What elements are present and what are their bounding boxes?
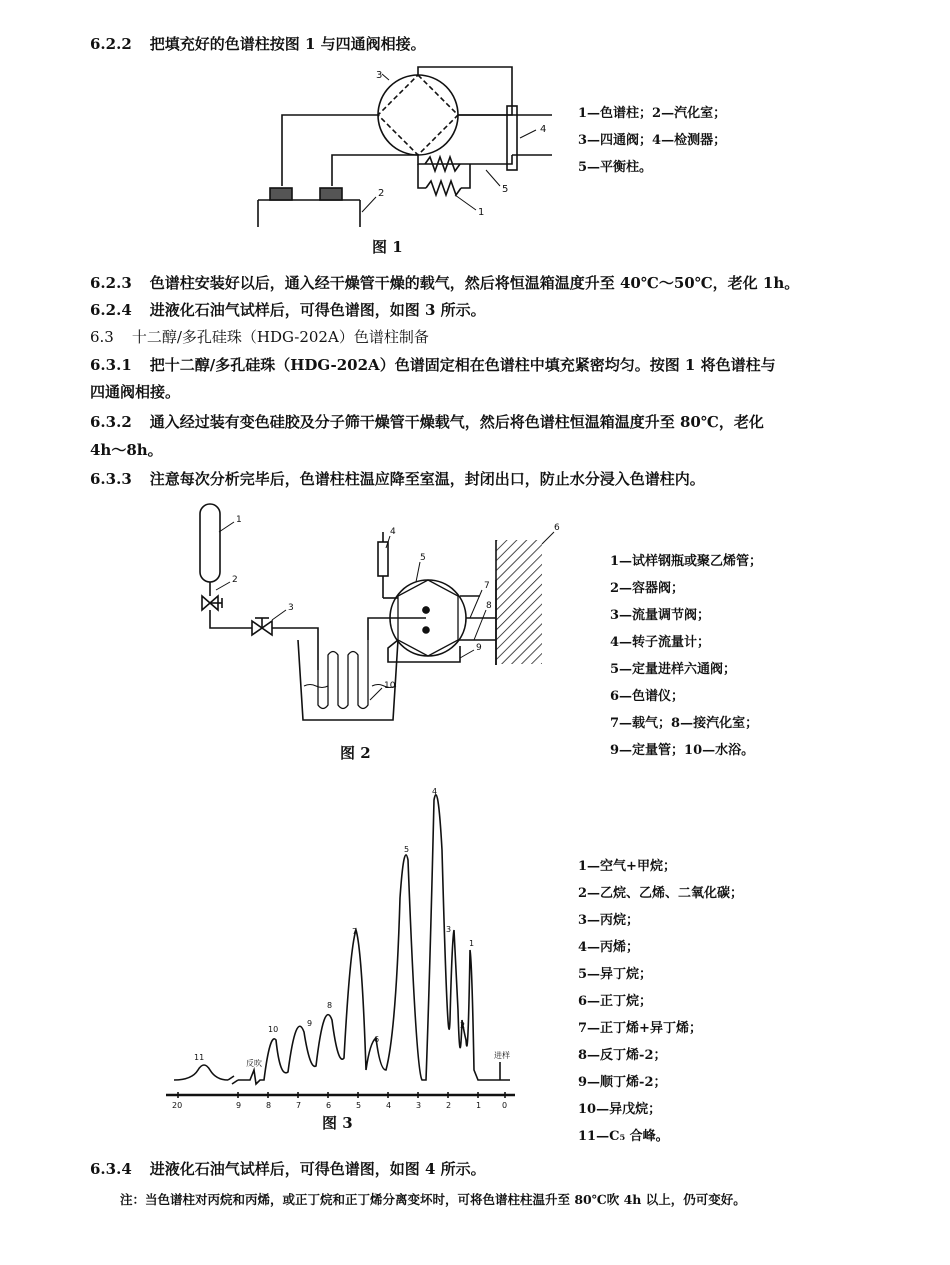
figure-2-label: 6 bbox=[554, 523, 560, 533]
section-6-3-3 bbox=[90, 468, 890, 490]
figure-2-legend bbox=[610, 548, 762, 764]
figure-2-label: 7 bbox=[484, 581, 490, 591]
legend-item: 11—C₅ 合峰。 bbox=[578, 1129, 669, 1144]
section-number: 6.3.1 bbox=[90, 356, 132, 374]
legend-item: 1—空气+甲烷； bbox=[578, 859, 676, 874]
legend-item: 7—载气；8—接汽化室； bbox=[610, 716, 759, 731]
section-6-3-1 bbox=[90, 354, 890, 376]
legend-item: 7—正丁烯+异丁烯； bbox=[578, 1021, 702, 1036]
legend-item: 2—乙烷、乙烯、二氧化碳； bbox=[578, 886, 744, 901]
axis-tick-label: 7 bbox=[296, 1101, 302, 1110]
legend-item: 5—平衡柱。 bbox=[578, 160, 653, 175]
figure-2-label: 9 bbox=[476, 643, 482, 653]
axis-tick-label: 9 bbox=[236, 1101, 242, 1110]
section-number: 6.2.4 bbox=[90, 301, 132, 319]
figure-1-label: 3 bbox=[376, 70, 383, 81]
section-text: 十二醇/多孔硅珠（HDG-202A）色谱柱制备 bbox=[131, 328, 429, 346]
figure-1-diagram bbox=[250, 62, 560, 232]
section-text: 色谱柱安装好以后，通入经干燥管干燥的载气，然后将恒温箱温度升至 40℃～50℃，老化 1h。 bbox=[149, 274, 800, 292]
section-number: 6.2.2 bbox=[90, 35, 132, 53]
legend-item: 4—转子流量计； bbox=[610, 635, 711, 650]
axis-tick-label: 4 bbox=[386, 1101, 392, 1110]
legend-item: 3—四通阀；4—检测器； bbox=[578, 133, 727, 148]
figure-3-caption: 图 3 bbox=[322, 1114, 353, 1132]
section-number: 6.3.2 bbox=[90, 413, 132, 431]
figure-1-caption: 图 1 bbox=[372, 238, 403, 256]
legend-item: 1—色谱柱；2—汽化室； bbox=[578, 106, 727, 121]
section-6-2-3 bbox=[90, 272, 890, 294]
figure-2-label: 5 bbox=[420, 553, 426, 563]
section-text: 进液化石油气试样后，可得色谱图，如图 4 所示。 bbox=[149, 1160, 486, 1178]
section-6-3-2-cont: 4h～8h。 bbox=[90, 441, 163, 459]
axis-tick-label: 3 bbox=[416, 1101, 422, 1110]
legend-item: 3—流量调节阀； bbox=[610, 608, 711, 623]
section-6-3-1-cont: 四通阀相接。 bbox=[90, 383, 181, 401]
figure-2-label: 10 bbox=[384, 681, 396, 691]
backflush-label: 反吹 bbox=[246, 1059, 262, 1068]
legend-item: 6—正丁烷； bbox=[578, 994, 653, 1009]
axis-tick-label: 2 bbox=[446, 1101, 452, 1110]
peak-label: 1 bbox=[469, 939, 475, 948]
section-text: 注意每次分析完毕后，色谱柱柱温应降至室温，封闭出口，防止水分浸入色谱柱内。 bbox=[149, 470, 705, 488]
section-text: 把填充好的色谱柱按图 1 与四通阀相接。 bbox=[149, 35, 426, 53]
figure-2-diagram bbox=[190, 500, 560, 735]
section-text: 把十二醇/多孔硅珠（HDG-202A）色谱固定相在色谱柱中填充紧密均匀。按图 1 将色谱柱与 bbox=[149, 356, 776, 374]
legend-item: 2—容器阀； bbox=[610, 581, 685, 596]
figure-1-label: 1 bbox=[478, 207, 485, 218]
peak-label: 7 bbox=[352, 927, 358, 936]
peak-label: 3 bbox=[446, 925, 452, 934]
legend-item: 9—定量管；10—水浴。 bbox=[610, 743, 755, 758]
section-text: 通入经过装有变色硅胶及分子筛干燥管干燥载气，然后将色谱柱恒温箱温度升至 80℃，老化 bbox=[149, 413, 764, 431]
section-6-2-4 bbox=[90, 299, 890, 321]
legend-item: 5—定量进样六通阀； bbox=[610, 662, 737, 677]
section-text: 进液化石油气试样后，可得色谱图，如图 3 所示。 bbox=[149, 301, 486, 319]
legend-item: 3—丙烷； bbox=[578, 913, 640, 928]
figure-2-label: 1 bbox=[236, 515, 242, 525]
legend-item: 4—丙烯； bbox=[578, 940, 640, 955]
legend-item: 10—异戊烷； bbox=[578, 1102, 662, 1117]
section-6-3 bbox=[90, 326, 890, 348]
section-6-2-2 bbox=[90, 33, 890, 55]
note: 注：当色谱柱对丙烷和丙烯，或正丁烷和正丁烯分离变坏时，可将色谱柱柱温升至 80℃吹 4h 以上，仍可变好。 bbox=[120, 1192, 746, 1207]
peak-label: 10 bbox=[268, 1025, 279, 1034]
peak-label: 9 bbox=[307, 1019, 313, 1028]
axis-tick-label: 8 bbox=[266, 1101, 272, 1110]
peak-label: 6 bbox=[374, 1035, 380, 1044]
legend-item: 5—异丁烷； bbox=[578, 967, 653, 982]
axis-tick-label: 5 bbox=[356, 1101, 362, 1110]
legend-item: 9—顺丁烯-2； bbox=[578, 1075, 667, 1090]
figure-2-caption: 图 2 bbox=[340, 744, 371, 762]
axis-tick-label: 0 bbox=[502, 1101, 508, 1110]
peak-label: 2 bbox=[460, 1021, 466, 1030]
section-number: 6.3.4 bbox=[90, 1160, 132, 1178]
peak-label: 8 bbox=[327, 1001, 333, 1010]
legend-item: 8—反丁烯-2； bbox=[578, 1048, 667, 1063]
figure-2-label: 4 bbox=[390, 527, 396, 537]
axis-tick-label: 6 bbox=[326, 1101, 332, 1110]
peak-label: 5 bbox=[404, 845, 410, 854]
peak-label: 4 bbox=[432, 787, 438, 796]
axis-tick-label: 1 bbox=[476, 1101, 482, 1110]
figure-3-chromatogram bbox=[160, 770, 530, 1115]
legend-item: 6—色谱仪； bbox=[610, 689, 685, 704]
figure-1-label: 5 bbox=[502, 184, 509, 195]
inject-label: 进样 bbox=[494, 1051, 510, 1060]
axis-tick-label: 20 bbox=[172, 1101, 183, 1110]
section-number: 6.3.3 bbox=[90, 470, 132, 488]
section-number: 6.3 bbox=[90, 328, 114, 346]
section-number: 6.2.3 bbox=[90, 274, 132, 292]
figure-3-legend bbox=[578, 853, 743, 1150]
section-6-3-2 bbox=[90, 411, 890, 433]
legend-item: 1—试样钢瓶或聚乙烯管； bbox=[610, 554, 763, 569]
figure-2-label: 2 bbox=[232, 575, 238, 585]
section-6-3-4 bbox=[90, 1158, 890, 1180]
figure-1-legend bbox=[578, 100, 726, 181]
figure-2-label: 8 bbox=[486, 601, 492, 611]
figure-1-label: 2 bbox=[378, 188, 385, 199]
figure-1-label: 4 bbox=[540, 124, 547, 135]
peak-label: 11 bbox=[194, 1053, 205, 1062]
figure-2-label: 3 bbox=[288, 603, 294, 613]
